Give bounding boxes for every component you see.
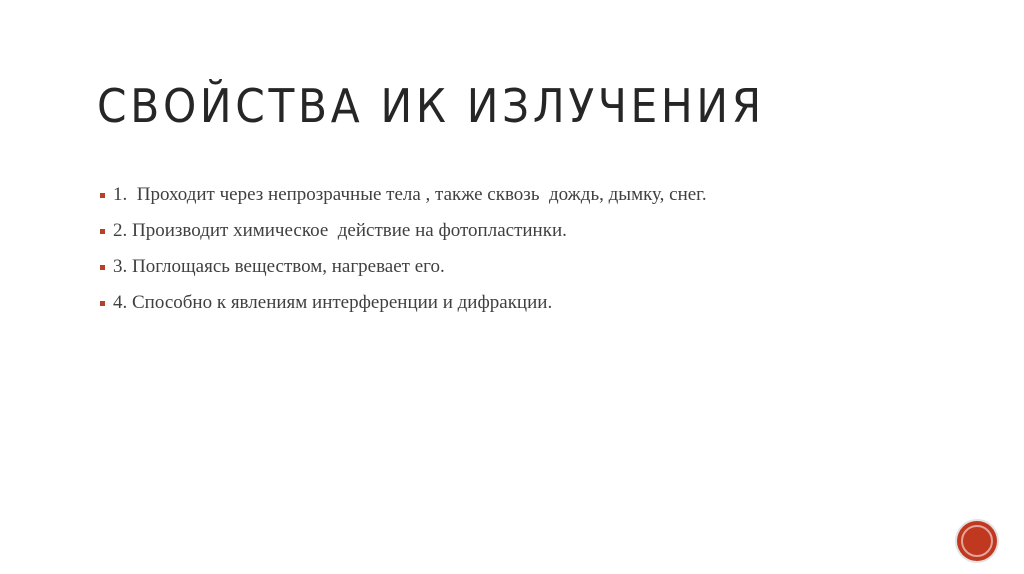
square-bullet-icon bbox=[100, 265, 105, 270]
bullet-text: 1. Проходит через непрозрачные тела , также сквозь дождь, дымку, снег. bbox=[113, 184, 707, 205]
bullet-text: 4. Способно к явлениям интерференции и дифракции. bbox=[113, 292, 553, 313]
list-item bbox=[100, 249, 707, 285]
square-bullet-icon bbox=[100, 301, 105, 306]
list-item bbox=[100, 285, 707, 321]
bullet-list bbox=[100, 177, 707, 321]
slide-title: СВОЙСТВА ИК ИЗЛУЧЕНИЯ bbox=[97, 79, 765, 133]
bullet-text: 3. Поглощаясь веществом, нагревает его. bbox=[113, 256, 445, 277]
slide-badge-icon bbox=[957, 521, 997, 561]
list-item bbox=[100, 213, 707, 249]
square-bullet-icon bbox=[100, 229, 105, 234]
square-bullet-icon bbox=[100, 193, 105, 198]
list-item bbox=[100, 177, 707, 213]
bullet-text: 2. Производит химическое действие на фотопластинки. bbox=[113, 220, 567, 241]
